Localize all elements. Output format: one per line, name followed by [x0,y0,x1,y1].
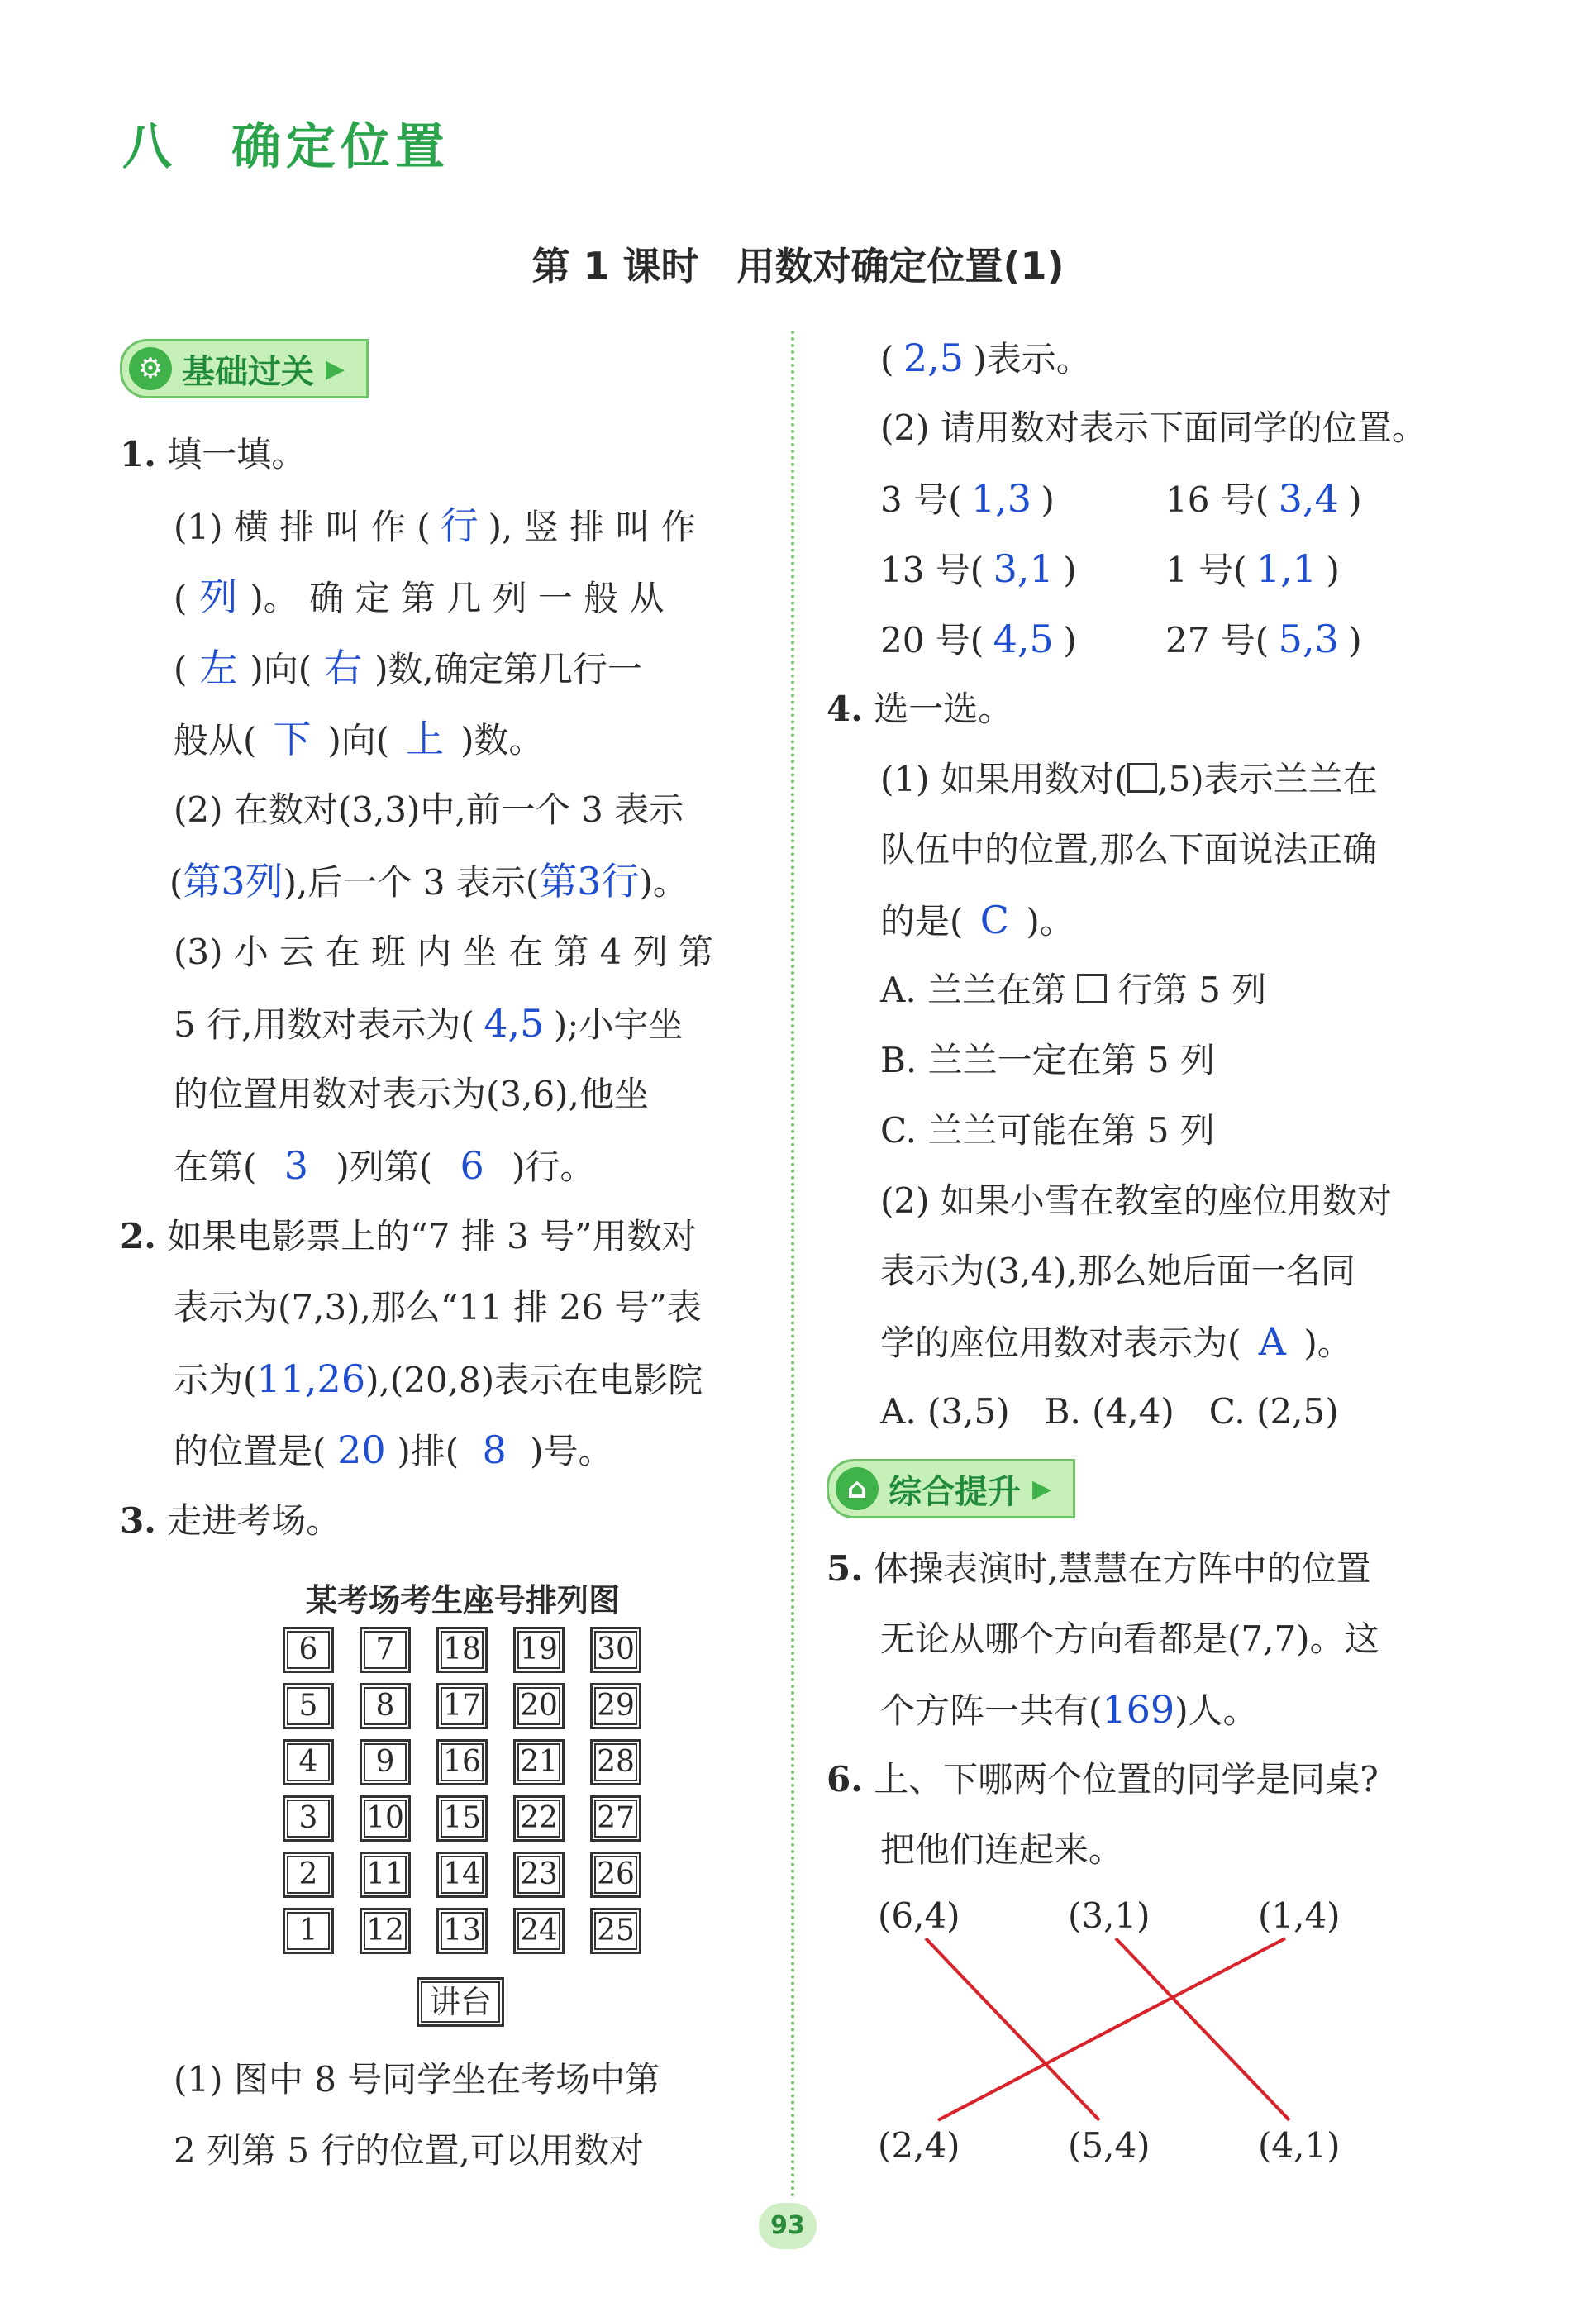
text: )。 [639,862,688,903]
text: )排( [397,1431,460,1471]
seat-1: 1 [283,1908,334,1954]
text: 的位置是( [174,1431,326,1471]
q-number: 5. [827,1548,863,1589]
podium: 讲台 [417,1977,504,2027]
seat-28: 28 [590,1739,641,1785]
text: )。 确 定 第 几 列 一 般 从 [250,578,665,618]
seat-15: 15 [436,1795,488,1842]
text: (2) 请用数对表示下面同学的位置。 [880,408,1427,448]
text: ( [169,862,183,903]
answer: 169 [1102,1687,1175,1732]
arrow-right-icon: ▶ [326,354,345,384]
text: 1 号( [1165,550,1247,590]
text: 行第 5 列 [1117,970,1267,1010]
text: ),后一个 3 表示( [283,862,540,903]
seat-30: 30 [590,1627,641,1673]
chapter-title: 八 确定位置 [122,118,450,176]
answer: A [1258,1319,1286,1364]
text: 表示为(7,3),那么“11 排 26 号”表 [174,1287,702,1328]
answer: 上 [406,717,445,761]
text: 的位置用数对表示为(3,6),他坐 [174,1074,649,1114]
answer: 4,5 [993,617,1054,661]
lesson-title: 第 1 课时 用数对确定位置(1) [531,244,1065,288]
text: )向( [327,720,390,760]
seat-14: 14 [436,1852,488,1898]
text: )。 [1026,901,1074,941]
seat-17: 17 [436,1683,488,1729]
text: ,5)表示兰兰在 [1157,759,1378,799]
seat-8: 8 [360,1683,411,1729]
answer: 列 [199,574,238,619]
text: (2) 在数对(3,3)中,前一个 3 表示 [174,789,684,830]
text: 无论从哪个方向看都是(7,7)。这 [880,1618,1379,1659]
text: ) [1348,479,1362,520]
text: ( [880,339,894,379]
section-label: 综合提升 [889,1472,1021,1511]
text: 学的座位用数对表示为( [880,1323,1241,1363]
text: )向( [250,649,312,689]
answer: 2,5 [903,336,964,380]
text: (3) 小 云 在 班 内 坐 在 第 4 列 第 [174,932,714,972]
answer: 6 [460,1143,484,1188]
section-label: 基础过关 [182,352,314,391]
seat-29: 29 [590,1683,641,1729]
seat-13: 13 [436,1908,488,1954]
text: )人。 [1174,1690,1258,1731]
text: ) [1348,620,1362,660]
text: 表示为(3,4),那么她后面一名同 [880,1251,1355,1291]
text: )数,确定第几行一 [374,649,642,689]
text: );小宇坐 [553,1004,684,1045]
home-icon: ⌂ [836,1467,879,1510]
answer: C [979,898,1009,942]
text: 上、下哪两个位置的同学是同桌? [874,1759,1379,1800]
text: )号。 [530,1431,613,1471]
text: (1) 如果用数对( [880,759,1128,799]
seat-10: 10 [360,1795,411,1842]
options: A. (3,5) B. (4,4) C. (2,5) [880,1391,1339,1432]
answer: 左 [199,646,238,690]
q-title: 填一填。 [167,434,307,474]
seat-19: 19 [513,1627,565,1673]
seat-2: 2 [283,1852,334,1898]
bottom-pair-3: (4,1) [1258,2125,1341,2166]
text: ) [1063,620,1077,660]
answer: 第3列 [183,859,283,903]
match-line-3-1-to-4-1 [1116,1938,1289,2120]
text: )数。 [460,720,544,760]
top-pair-2: (3,1) [1068,1895,1151,1936]
text: 16 号( [1165,479,1270,520]
answer: 下 [273,717,312,761]
text: 体操表演时,慧慧在方阵中的位置 [874,1548,1371,1589]
seat-25: 25 [590,1908,641,1954]
seat-23: 23 [513,1852,565,1898]
text: ) [1041,479,1055,520]
seat-20: 20 [513,1683,565,1729]
text: )表示。 [973,339,1091,379]
match-line-1-4-to-2-4 [938,1938,1285,2120]
seat-27: 27 [590,1795,641,1842]
bottom-pair-1: (2,4) [878,2125,960,2166]
option-b: B. 兰兰一定在第 5 列 [880,1040,1215,1080]
text: ) [1063,550,1077,590]
answer: 3,1 [993,546,1054,591]
seat-9: 9 [360,1739,411,1785]
seat-5: 5 [283,1683,334,1729]
seat-11: 11 [360,1852,411,1898]
answer: 5,3 [1278,617,1339,661]
answer: 3,4 [1278,476,1339,521]
text: 13 号( [880,550,984,590]
text: 3 号( [880,479,962,520]
match-line-6-4-to-5-4 [926,1938,1099,2120]
text: 2 列第 5 行的位置,可以用数对 [174,2130,644,2171]
seat-12: 12 [360,1908,411,1954]
q-title: 走进考场。 [167,1500,341,1541]
q-number: 6. [827,1759,863,1800]
answer: 1,1 [1255,546,1317,591]
seat-6: 6 [283,1627,334,1673]
text: )行。 [512,1146,595,1187]
text: ),(20,8)表示在电影院 [365,1360,703,1400]
seat-26: 26 [590,1852,641,1898]
seat-4: 4 [283,1739,334,1785]
q-number: 3. [120,1500,156,1541]
text: 20 号( [880,620,984,660]
text: 在第( [174,1146,257,1187]
answer: 11,26 [256,1356,366,1401]
seat-chart-title: 某考场考生座号排列图 [305,1582,620,1618]
text: )。 [1303,1323,1352,1363]
text: ), 竖 排 叫 作 [488,507,696,547]
text: 5 行,用数对表示为( [174,1004,474,1045]
seat-24: 24 [513,1908,565,1954]
answer: 3 [283,1143,309,1188]
option-c: C. 兰兰可能在第 5 列 [880,1110,1215,1151]
answer: 4,5 [484,1001,545,1046]
answer: 第3行 [539,859,640,903]
text: (2) 如果小雪在教室的座位用数对 [880,1180,1392,1221]
q-title: 选一选。 [874,689,1013,729]
seat-7: 7 [360,1627,411,1673]
option-a: A. 兰兰在第 [880,970,1067,1010]
text: (1) 图中 8 号同学坐在考场中第 [174,2059,660,2100]
arrow-right-icon: ▶ [1032,1474,1052,1504]
text: (1) 横 排 叫 作 ( [174,507,431,547]
top-pair-1: (6,4) [878,1895,960,1936]
text: 的是( [880,901,964,941]
text: ( [174,649,188,689]
answer: 右 [324,646,363,690]
text: 般从( [174,720,257,760]
top-pair-3: (1,4) [1258,1895,1341,1936]
q-number: 2. [120,1216,156,1256]
seat-18: 18 [436,1627,488,1673]
page-number: 93 [759,2203,817,2249]
q-number: 1. [120,434,156,474]
text: 示为( [174,1360,257,1400]
answer: 1,3 [970,476,1032,521]
answer: 8 [482,1428,507,1472]
seat-21: 21 [513,1739,565,1785]
text: 个方阵一共有( [880,1690,1103,1731]
text: 27 号( [1165,620,1270,660]
bottom-pair-2: (5,4) [1068,2125,1151,2166]
answer: 行 [440,503,479,548]
gear-icon: ⚙ [129,347,172,390]
text: ) [1326,550,1340,590]
text: 队伍中的位置,那么下面说法正确 [880,829,1378,870]
text: )列第( [336,1146,433,1187]
q-number: 4. [827,689,863,729]
seat-22: 22 [513,1795,565,1842]
text: 把他们连起来。 [880,1829,1124,1870]
seat-3: 3 [283,1795,334,1842]
text: 如果电影票上的“7 排 3 号”用数对 [167,1216,697,1256]
text: ( [174,578,188,618]
answer: 20 [337,1428,386,1472]
seat-16: 16 [436,1739,488,1785]
